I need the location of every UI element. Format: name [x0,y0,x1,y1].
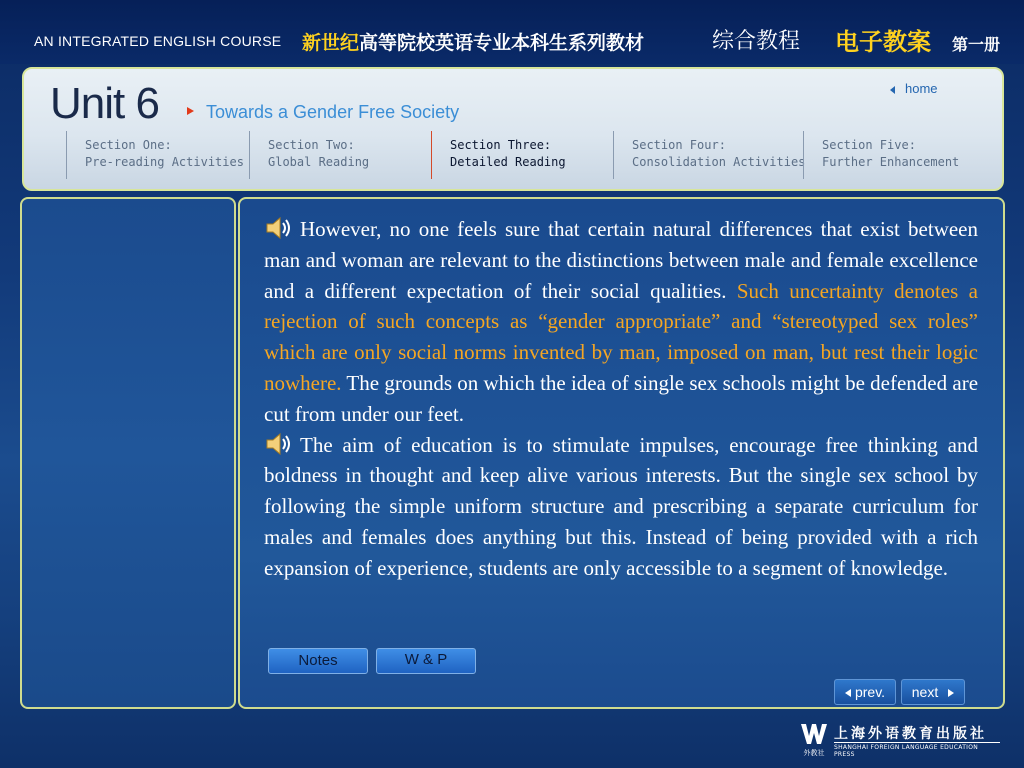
section-tab-four[interactable] [613,131,806,179]
arrow-right-icon [948,689,954,697]
paragraph-one-end: The grounds on which the idea of single sex schools might be defended are cut from under our feet. [264,370,979,426]
publisher-name-en: SHANGHAI FOREIGN LANGUAGE EDUCATION PRESS [834,742,1000,758]
section-name: Detailed Reading [450,155,566,169]
home-label: home [905,81,938,96]
section-label: Section Five: [822,138,916,152]
section-tab-two[interactable] [249,131,431,179]
volume-label: 第一册 [952,35,1001,54]
section-tab-five[interactable] [803,131,993,179]
course-title: AN INTEGRATED ENGLISH COURSE [34,33,282,49]
next-button[interactable] [901,679,965,705]
publisher-mark-icon [800,722,828,758]
paragraph-two-text: The aim of education is to stimulate impulses, encourage free thinking and boldness in thought and keep alive various interests. But the single sex school by following the simple uniform structure and prescribing a separate curriculum for males and females does anything but this. Instead of being provided with a rich expansion of experience, students are only accessible to a segment of knowledge. [264,432,978,580]
top-header [0,0,1024,64]
section-name: Further Enhancement [822,155,960,169]
section-label: Section Two: [268,138,355,152]
series-rest: 高等院校英语专业本科生系列教材 [359,32,645,54]
reading-panel [238,197,1005,709]
section-label: Section Four: [632,138,726,152]
home-arrow-icon [890,86,895,94]
reading-text [264,214,978,584]
paragraph-one [264,214,978,430]
wp-button[interactable]: W & P [376,648,476,674]
section-label: Section One: [85,138,172,152]
paragraph-one-text: However, no one feels sure that certain natural differences that exist between man and woman are relevant to the distinctions between male and female excellence and a different expectation of their social qualities. [264,217,978,303]
unit-arrow-icon [187,107,194,115]
lesson-plan-label: 电子教案 [835,28,931,56]
section-label: Section Three: [450,138,552,152]
home-link[interactable] [890,81,938,96]
notes-button[interactable]: Notes [268,648,368,674]
section-name: Global Reading [268,155,370,169]
section-nav [66,131,1006,179]
prev-label: prev. [854,684,886,700]
speaker-icon[interactable] [264,431,292,457]
speaker-icon[interactable] [264,215,292,241]
unit-title: Unit 6 [50,79,159,128]
highlighted-sentence: Such uncertainty denotes a rejection of such concepts as “gender appropriate” and “stereotyped sex roles” which are only social norms invented by man, imposed on man, but rest their logic nowhere. [264,278,978,395]
course-name-cn: 综合教程 [712,29,801,54]
arrow-left-icon [845,689,851,697]
next-label: next [911,684,939,700]
prev-button[interactable] [834,679,896,705]
publisher-name-cn: 上海外语教育出版社 [834,726,987,742]
series-highlight: 新世纪 [302,32,360,54]
section-name: Consolidation Activities [632,155,806,169]
svg-text:外教社: 外教社 [803,749,825,757]
paragraph-two [264,430,978,584]
unit-subtitle: Towards a Gender Free Society [206,102,460,122]
series-title [302,28,644,55]
section-name: Pre-reading Activities [85,155,244,169]
section-tab-one[interactable] [66,131,248,179]
publisher-logo [800,722,1000,758]
unit-panel [22,67,1004,191]
side-panel [20,197,236,709]
section-tab-three[interactable] [431,131,613,179]
